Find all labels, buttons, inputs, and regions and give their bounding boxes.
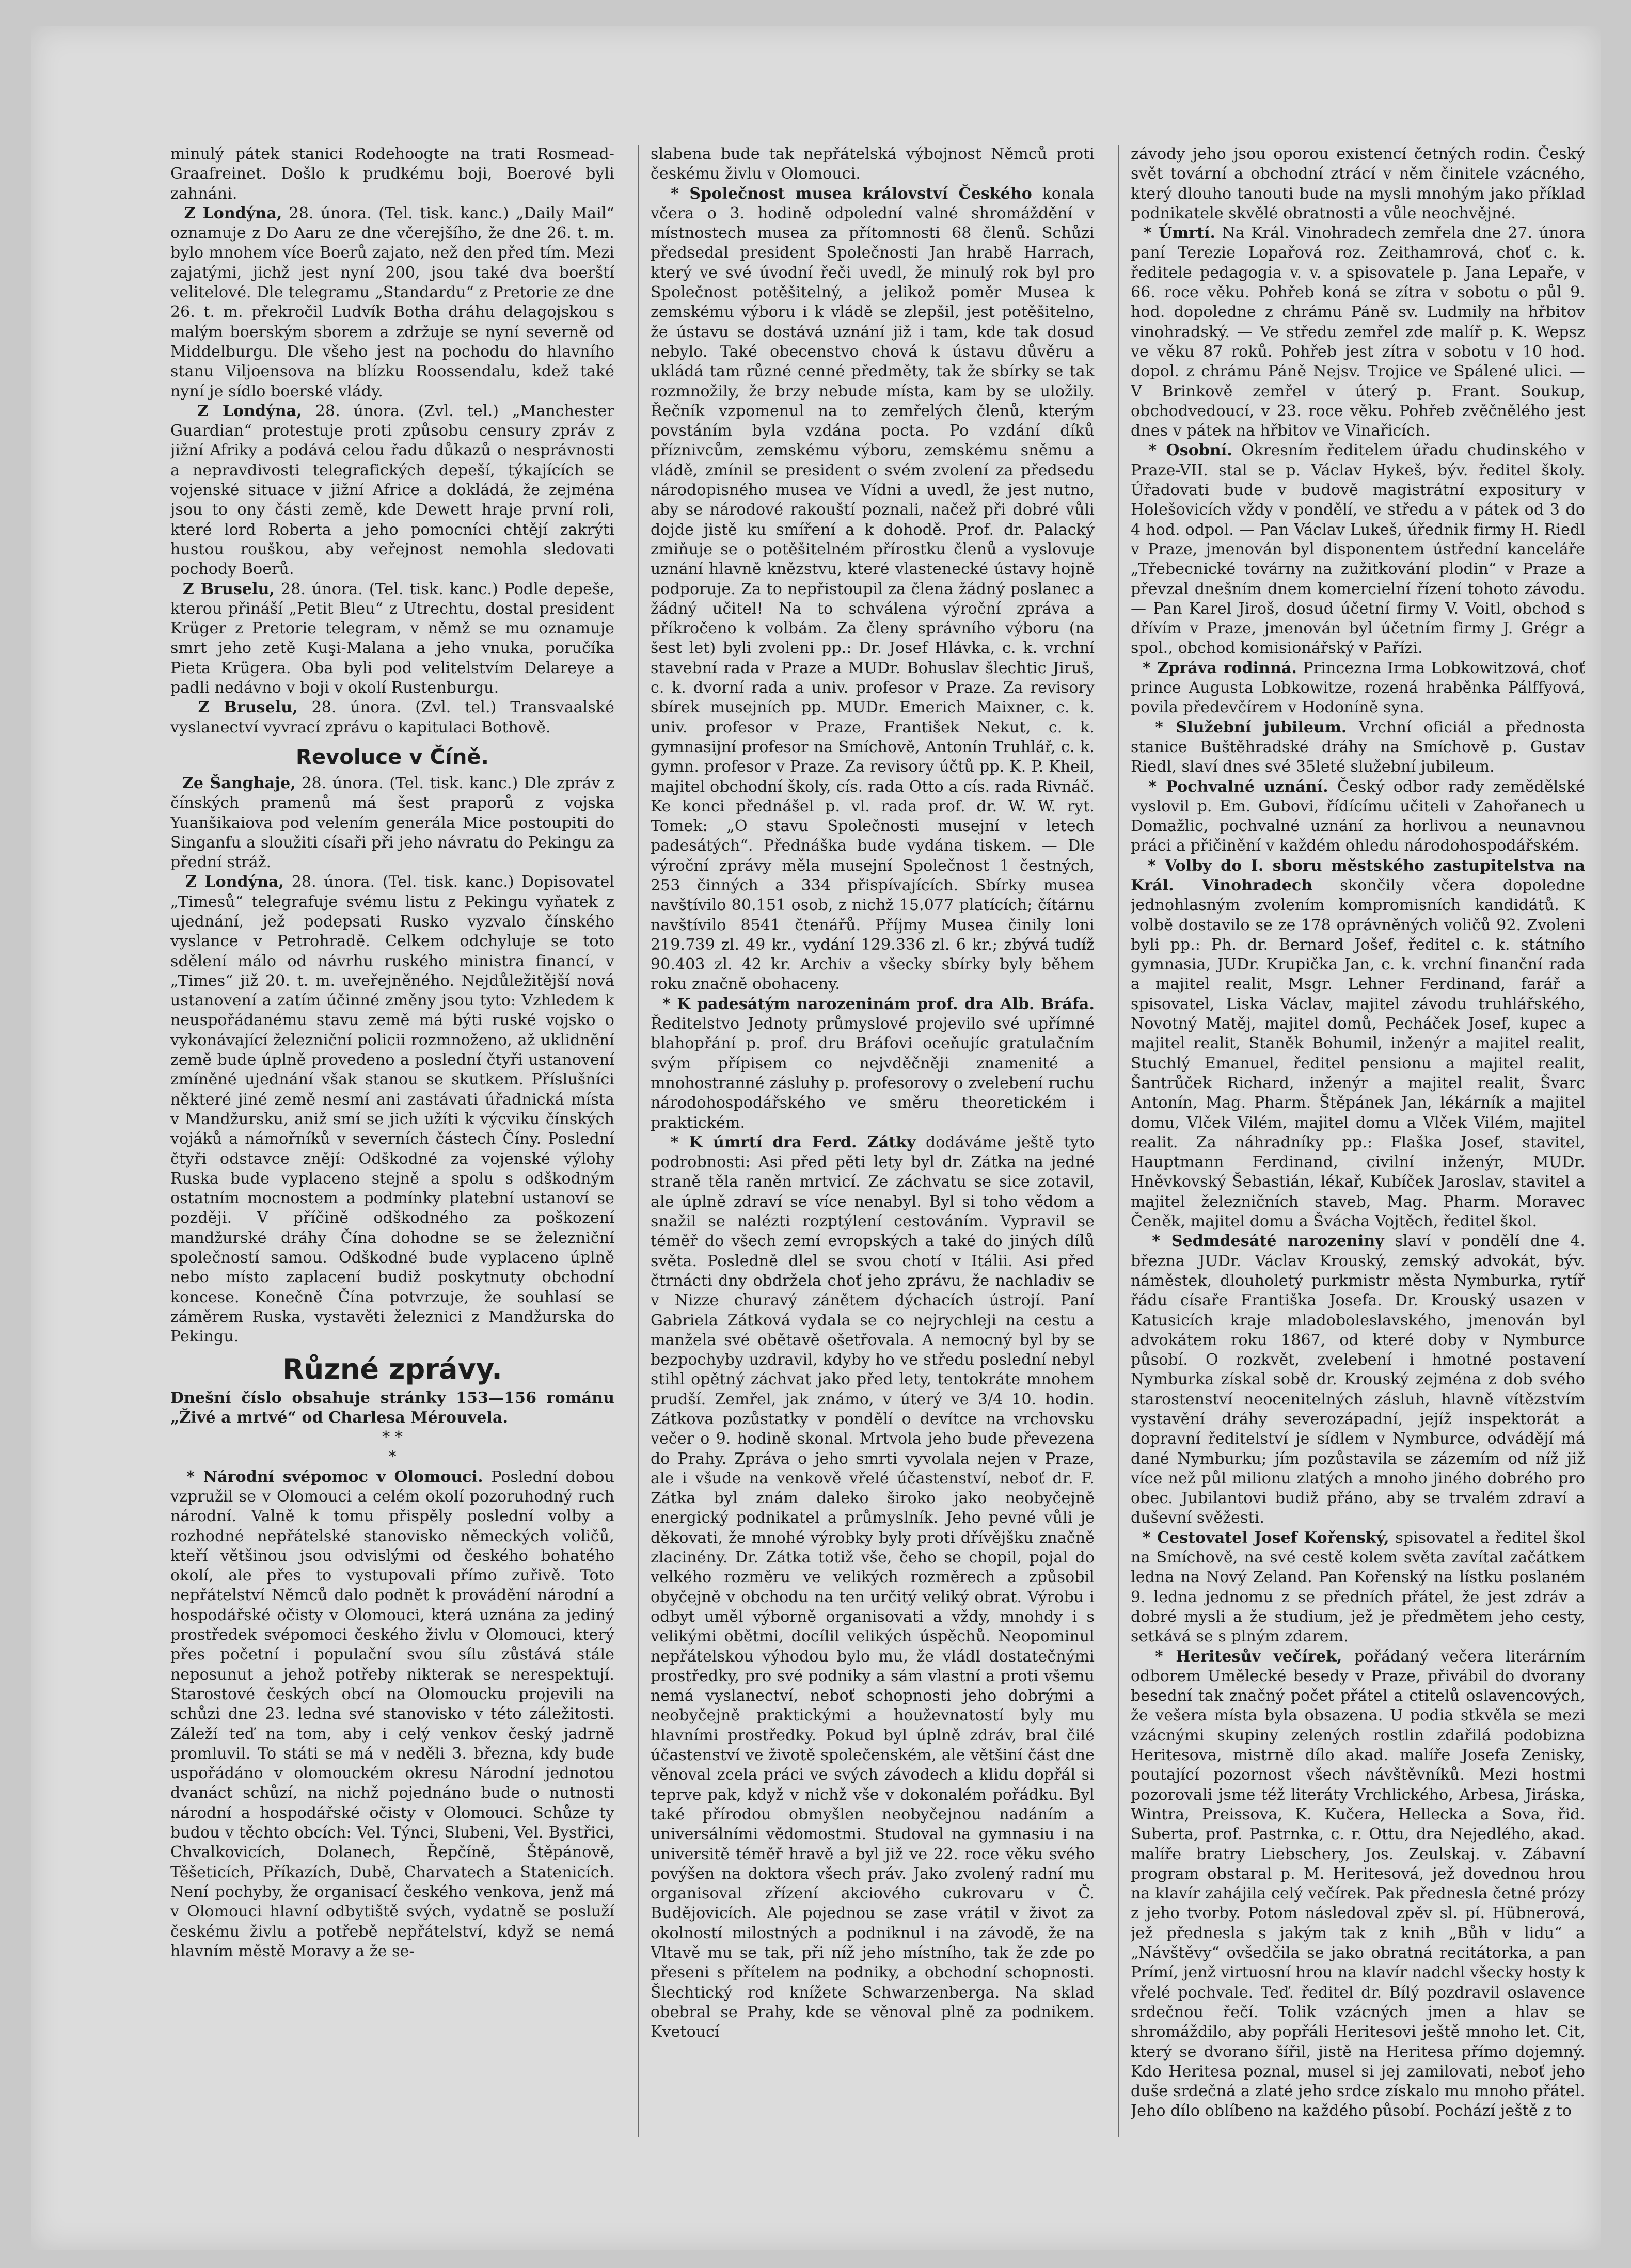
item-heading: * Sedmdesáté narozeniny (1152, 1232, 1384, 1251)
dateline: Z Londýna, (184, 204, 282, 222)
item-heading: * Heritesův večírek, (1155, 1647, 1342, 1666)
paragraph (170, 774, 614, 872)
paragraph (651, 995, 1095, 1133)
item-heading: * Pochvalné uznání. (1148, 777, 1328, 796)
paragraph (170, 872, 614, 1347)
item-heading: * Osobní. (1148, 441, 1232, 460)
paragraph: slabena bude tak nepřátelská výbojnost Němců proti českému živlu v Olomouci. (651, 145, 1095, 183)
paragraph-text: 28. února. (Zvl. tel.) „Manchester Guardian“ protestuje proti způsobu censury zpráv z jižní Afriky a podává celou řadu důkazů o nesprávnosti a nepravdivosti telegrafických depeší, týkajících se vojenské situace v jižní Africe a dokládá, že zejména jsou to ony části země, kde Dewett hraje první roli, které lord Roberta a jeho pomocníci chtějí zakrýti hustou rouškou, aby veřejnost nemohla sledovati pochody Boerů. (170, 402, 614, 579)
paragraph-text: 28. února. (Zvl. tel.) Transvaalské vyslanectví vyvrací zprávu o kapitulaci Bothově. (170, 698, 614, 737)
paragraph (1131, 777, 1585, 856)
newspaper-page (31, 26, 1601, 2250)
paragraph (170, 1467, 614, 1961)
paragraph-text: Český odbor rady zemědělské vyslovil p. Em. Gubovi, řídícímu učiteli v Zahořanech u Domažlic, pochvalné uznání za horlivou a neunavnou práci a přičinění v každém ohledu národohospodářském. (1131, 777, 1585, 855)
paragraph (1131, 659, 1585, 718)
dateline: Z Londýna, (197, 402, 302, 420)
paragraph (651, 1133, 1095, 2042)
paragraph-text: 28. února. (Tel. tisk. kanc.) „Daily Mail“ oznamuje z Do Aaru ze dne včerejšího, že dne 26. t. m. bylo mnohem více Boerů zajato, než den před tím. Mezi zajatými, jichž jest nyní 200, jsou také dva boerští velitelové. Dle telegramu „Standardu“ z Pretorie ze dne 26. t. m. překročil Ludvík Botha dráhu delagojskou s malým boerským sborem a zdržuje se nyní severně od Middelburgu. Dle všeho jest na pochodu do hlavního stanu Viljoensova na blízku Roossendalu, kdež také nyní je sídlo boerské vlády. (170, 204, 614, 401)
column-rule (1118, 145, 1119, 2137)
section-heading-ruzne-zpravy: Různé zprávy. (282, 1352, 502, 1385)
item-heading: * Volby do I. sboru městského zastupitelstva na Král. Vinohradech (1131, 856, 1585, 895)
paragraph (170, 698, 614, 738)
column-3 (1131, 145, 1585, 2137)
paragraph (651, 184, 1095, 995)
paragraph-text: dodáváme ještě tyto podrobnosti: Asi před pěti lety byl dr. Zátka na jedné straně těla raněn mrtvicí. Ze záchvatu se sice zotavil, ale úplně zdraví se více nenabyl. Byl si toho vědom a snažil se nalézti rozptýlení cestováním. Vypravil se téměř do všech zemí evropských a také do jiných dílů světa. Posledně dlel se svou chotí v Itálii. Asi před čtrnácti dny obdržela choť jeho zprávu, že nachladiv se v Nizze churavý zánětem dýchacích ústrojí. Paní Gabriela Zátková vydala se co nejrychleji na cestu a manžela své obětavě ošetřovala. A nemocný byl by se bezpochyby uzdravil, kdyby ho ve středu poslední nebyl stihl opětný záchvat jako před lety, tentokráte mnohem prudší. Zemřel, jak známo, v úterý ve 3/4 10. hodin. Zátkova pozůstatky v pondělí o devítce na vrchovsku večer o 9. hodině skonal. Mrtvola jeho bude převezena do Prahy. Zpráva o jeho smrti vyvolala nejen v Praze, ale i všude na venkově vřelé účastenství, neboť dr. F. Zátka byl znám daleko široko jako neobyčejně energický podnikatel a průmyslník. Jeho pevné vůli je děkovati, že mnohé výrobky byly proti dřívějšku značně zlacinény. Dr. Zátka totiž vše, čeho se chopil, pojal do velkého rozměru ve velikých rozměrech a způsobil obyčejně v obchodu na ten určitý veliký obrat. Výrobu i odbyt uměl výborně organisovati a vždy, mnohdy i s velikými obětmi, docílil velikých úspěchů. Neopominul nepřátelskou výhodou bylo mu, že vládl dostatečnými prostředky, pro své podniky a sám vlastní a proti všemu nemá vyslanectví, neboť schopnosti jeho dobrými a neobyčejně praktickými a houževnatostí byly mu hlavními prostředky. Pokud byl úplně zdráv, bral čilé účastenství ve životě společenském, ale většiní část dne věnoval zcela práci ve svých závodech a klidu dopřál si teprve pak, když v nichž vše v dokonalém pořádku. Byl také přírodou obmyšlen neobyčejnou nadáním a universálními vědomostmi. Studoval na gymnasiu i na universitě téměř hravě a byl již ve 22. roce věku svého povýšen na doktora všech práv. Jako zvolený radní mu organisoval zřízení akciového cukrovaru v Č. Budějovicích. Ale pojednou se zase vrátil v život za okolností milostných a podniknul i na závodě, že na Vltavě mu se tak, při níž jeho místního, tak že zde po přeseni s přítelem na podniky, a obchodní schopnosti. Šlechtický rod knížete Schwarzenberga. Na sklad obebral se Prahy, kde se věnoval plně za podnikem. Kvetoucí (651, 1133, 1095, 2041)
dateline: Z Londýna, (185, 873, 284, 891)
paragraph-text: spisovatel a ředitel škol na Smíchově, na své cestě kolem světa zavítal začátkem ledna na Nový Zeland. Pan Kořenský na lístku poslaném 9. ledna jednomu z se předních přátel, že jest zdráv a dobré mysli a že studium, jež je předmětem jeho cesty, setkává se s plným zdarem. (1131, 1528, 1585, 1646)
item-heading: * K padesátým narozeninám prof. dra Alb. Bráfa. (662, 995, 1095, 1013)
dateline: Ze Šanghaje, (182, 774, 296, 792)
item-heading: * Úmrtí. (1143, 224, 1216, 243)
paragraph: minulý pátek stanici Rodehoogte na trati Rosmead-Graafreinet. Došlo k prudkému boji, Boerové byli zahnáni. (170, 145, 614, 203)
paragraph (170, 402, 614, 580)
item-heading: * Zpráva rodinná. (1143, 659, 1297, 677)
paragraph-text: 28. února. (Tel. tisk. kanc.) Dle zpráv z čínských pramenů má šest praporů z vojska Yuanšikaiova pod velením generála Mice postoupiti do Singanfu a sloužiti císaři při jeho návratu do Pekingu za přední stráž. (170, 774, 614, 872)
paragraph (1131, 1232, 1585, 1528)
paragraph-text: Okresním ředitelem úřadu chudinského v Praze-VII. stal se p. Václav Hykeš, býv. ředitel školy. Úřadovati bude v budově magistrátní expositury v Holešovicích vždy v pondělí, ve středu a v pátek od 3 do 4 hod. odpol. — Pan Václav Lukeš, úřednik firmy H. Riedl v Praze, jmenován byl disponentem ústřední kanceláře „Třebecnické továrny na zužitkování plodin“ v Praze a převzal dnešním dnem komercielní řízení tohoto závodu. — Pan Karel Jiroš, dosud účetní firmy V. Voitl, obchod s dřívím v Praze, jmenován byl účetním firmy J. Grégr a spol., obchod komisionářský v Pařízi. (1131, 441, 1585, 658)
paragraph-text: 28. února. (Tel. tisk. kanc.) Dopisovatel „Timesů“ telegrafuje svému listu z Pekingu vyňatek z ujednání, jež podepsati Rusko vyzvalo čínského vyslance v Petrohradě. Celkem odchyluje se toto sdělení málo od návrhu ruského ministra financí, v „Times“ již 20. t. m. uveřejněného. Nejdůležitější nová ustanovení a zatím účinné změny jsou tyto: Vzhledem k neuspořádanému stavu země má býti ruské vojsko o vykonávající železniční policii rozmnoženo, až uklidnění země bude úplně provedeno a poslední čtyři ustanovení zmíněné ujednání však stanou se skutkem. Příslušníci některé jiné země nesmí ani zastávati úřadnická místa v Mandžursku, aniž smí se jich užíti k výcviku čínských vojáků a námořníků v severních částech Číny. Poslední čtyři odstavce znějí: Odškodné za vojenské výlohy Ruska bude vyplaceno stejně a spolu s odškodným ostatním mocnostem a podmínky platební ustanoví se později. V příčině odškodného za poškození mandžurské dráhy Čína dohodne se se železniční společností samou. Odškodné bude vyplaceno úplně nebo místo zaplacení budiž poskytnuty obchodní koncese. Konečně Čína potvrzuje, že souhlasí se záměrem Ruska, vystavěti železnici z Mandžurska do Pekingu. (170, 873, 614, 1346)
paragraph (1131, 1647, 1585, 2121)
paragraph (170, 204, 614, 402)
item-heading: * Služební jubileum. (1155, 718, 1347, 737)
paragraph-text: konala včera o 3. hodině odpolední valné shromáždění v místnostech musea za přítomnosti 68 členů. Schůzi předsedal president Společnosti Jan hrabě Harrach, který ve své úvodní řeči uvedl, že minulý rok byl pro Společnost potěšitelný, a jelikož poměr Musea k zemskému výboru i k vládě se zlepšil, jest potěšitelno, že ústavu se dostává uznání již i tam, kde tak dosud nebylo. Také obecenstvo chová k ústavu důvěru a ukládá tam různé cenné předměty, tak že sbírky se tak rozmnožily, že brzy nebude místa, kam by se uložily. Řečník vzpomenul na to zemřelých členů, kterým povstáním byla vzdána pocta. Po vzdání díků příznivcům, zemskému výboru, zemskému sněmu a vládě, zmínil se president o svém zvolení za předsedu národopisného musea ve Vídni a uvedl, že jest nutno, aby se národové rakouští poznali, načež při dobré vůli dojde jistě ku smíření a k dohodě. Prof. dr. Palacký zmiňuje se o potěšitelném přírostku členů a vyslovuje uznání hlavně knězstvu, které vlastenecké ústavy hojně podporuje. Za to nepřistoupil za člena žádný poslanec a žádný učitel! Na to schválena výroční zpráva a příkročeno k volbám. Za členy správního výboru (na šest let) byli zvoleni pp.: Dr. Josef Hlávka, c. k. vrchní stavební rada v Praze a MUDr. Bohuslav šlechtic Jiruš, c. k. dvorní rada a univ. profesor v Praze. Za revisory sbírek musejních pp. MUDr. Emerich Maixner, c. k. univ. profesor v Praze, František Nekut, c. k. gymnasijní profesor na Smíchově, Antonín Truhlář, c. k. gymn. profesor v Praze. Za revisory účtů pp. K. P. Kheil, majitel obchodní školy, cís. rada Otto a cís. rada Rivnáč. Ke konci přednášel p. vl. rada prof. dr. W. W. ryt. Tomek: „O stavu Společnosti musejní v letech padesátých“. Přednáška bude vydána tiskem. — Dle výroční zprávy měla musejní Společnost 1 čestných, 253 činných a 334 přispívajících. Sbírky musea navštívilo 80.151 osob, z nichž 15.077 platících; čítárnu navštívilo 8541 čtenářů. Příjmy Musea činily loni 219.739 zl. 49 kr., vydání 129.336 zl. 6 kr.; zbývá tudíž 90.403 zl. 42 kr. Archiv a všecky sbírky byly během roku značně obohaceny. (651, 184, 1095, 994)
paragraph (1131, 1528, 1585, 1647)
paragraph (1131, 223, 1585, 441)
item-heading: * Národní svépomoc v Olomouci. (186, 1467, 483, 1486)
paragraph (1131, 856, 1585, 1232)
item-heading: * Cestovatel Josef Kořenský, (1142, 1528, 1389, 1547)
paragraph-text: Ředitelstvo Jednoty průmyslové projevilo své upřímné blahopřání p. prof. dru Bráfovi oceňujíc gratulačním svým přípisem co nejvděčněji znamenité a mnohostranné zásluhy p. profesorovy o zvelebení ruchu národohospodářského ve směru theoretickém i praktickém. (651, 1015, 1095, 1132)
paragraph: závody jeho jsou oporou existencí četných rodin. Český svět tovární a obchodní ztrácí v něm činitele vzácného, který dlouho tanouti bude na mysli mnohým jako příklad podnikatele skvělé obratnosti a vůle neochvějné. (1131, 145, 1585, 222)
paragraph-text: 28. února. (Tel. tisk. kanc.) Podle depeše, kterou přináší „Petit Bleu“ z Utrechtu, dostal president Krüger z Pretorie telegram, v němž se mu oznamuje smrt jeho zetě Kuşi-Malana a jeho vnuka, poručíka Pieta Krügera. Oba byli pod velitelstvím Delareye a padli nedávno v boji v okolí Rustenburgu. (170, 580, 614, 697)
paragraph-text: pořádaný večera literárním odborem Umělecké besedy v Praze, přivábil do dvorany besední tak značný počet přátel a ctitelů oslavencových, že vešera místa byla obsazena. U podia stkvěla se mezi vzácnými skupiny zelených rostlin zdařilá podobizna Heritesova, mistrně dílo akad. malíře Josefa Zenisky, poutající pozornost všech návštěvníků. Mezi hostmi pozorovali jsme též literáty Vrchlického, Arbesa, Jiráska, Wintra, Preissova, K. Kučera, Hellecka a Sova, řid. Suberta, prof. Pastrnka, c. r. Ottu, dra Nejedlého, akad. malíře bratry Liebschery, Jos. Zeulskaj. v. Zábavní program obstaral p. M. Heritesová, jež dovednou hrou na klavír zahájila celý večírek. Pak přednesla četné prózy z jeho tvorby. Potom následoval zpěv sl. pí. Hübnerová, jež přednesla s jakým tak z knih „Bůh v lidu“ a „Návštěvy“ ovšedčila se jako obratná recitátorka, a pan Prímí, jenž virtuosní hrou na klavír nadchl všecky hosty k vřelé pochvale. Teď. ředitel dr. Bílý pozdravil oslavence srdečnou řečí. Tolik vzácných jmen a hlav se shromáždilo, aby popřáli Heritesovi ještě mnoho let. Cit, který se dvorano šířil, jistě na Heritesa přímo dojemný. Kdo Heritesa poznal, musel si jej zamilovati, neboť jeho duše srdečná a zlaté jeho srdce získalo mu mnoho přátel. Jeho dílo oblíbeno na každého působí. Pochází ještě z to (1131, 1647, 1585, 2120)
notice-serial: Dnešní číslo obsahuje stránky 153—156 románu „Živé a mrtvé“ od Charlesa Mérouvela. (170, 1388, 614, 1427)
paragraph-text: Poslední dobou vzpružil se v Olomouci a celém okolí pozoruhodný ruch národní. Valně k tomu přispěly poslední volby a rozhodné nepřátelské stanovisko německých voličů, kteří většinou jsou odvislými od českého bohatého okolí, ale přes to vystupovali přímo zuřivě. Toto nepřátelství Němců dalo podnět k provádění národní a hospodářské očisty v Olomouci, která uznána za jediný prostředek svépomoci českého živlu v Olomouci, který přes početní i populační svou sílu zůstává stále neposunut a jehož potřeby nikterak se nerespektují. Starostové českých obcí na Olomoucku projevili na schůzi dne 23. ledna své stanovisko v této záležitosti. Záleží teď na tom, aby i celý venkov český jadrně promluvil. To státi se má v neděli 3. března, kdy bude uspořádáno v olomouckém okresu Národní jednotou dvanáct schůzí, na nichž pojednáno bude o nutnosti národní a hospodářské očisty v Olomouci. Schůze ty budou v těchto obcích: Vel. Týnci, Slubeni, Vel. Bystřici, Chvalkovicích, Dolanech, Řepčíně, Štěpánově, Těšeticích, Příkazích, Dubě, Charvatech a Statenicích. Není pochyby, že organisací českého venkova, jenž má v Olomouci hlavní odbytiště svých, vydatně se posluží českému živlu a potřebě nepřátelství, když se nemá hlavním městě Moravy a že se- (170, 1467, 614, 1960)
separator-stars: * * * (382, 1428, 403, 1466)
column-2 (651, 145, 1095, 2137)
paragraph (170, 580, 614, 698)
columns (170, 145, 1601, 2142)
paragraph-text: skončily včera dopoledne jednohlasným zvolením kompromisních kandidátů. K volbě dostavilo se ze 178 oprávněných voličů 92. Zvoleni byli pp.: Ph. dr. Bernard Jošef, ředitel c. k. státního gymnasia, JUDr. Krupička Jan, c. k. vrchní finanční rada a majitel realit, Msgr. Lehner Ferdinand, farář a spisovatel, Liska Václav, majitel závodu truhlářského, Novotný Matěj, majitel domů, Pecháček Josef, kupec a majitel realit, Staněk Bohumil, inženýr a majitel realit, Stuchlý Emanuel, ředitel pensionu a majitel realit, Šantrůček Richard, inženýr a majitel realit, Švarc Antonín, Mag. Pharm. Štěpánek Jan, lékárník a majitel domu, Vlček Vilém, majitel domu a Vlček Vilém, majitel realit. Za náhradníky pp.: Flaška Josef, stavitel, Hauptmann Ferdinand, civilní inženýr, MUDr. Hněvkovský Šebastián, lékař, Kubíček Jaroslav, stavitel a majitel železničních staveb, Mag. Pharm. Moravec Čeněk, majitel domu a Švácha Vojtěch, ředitel škol. (1131, 876, 1585, 1231)
paragraph-text: Na Král. Vinohradech zemřela dne 27. února paní Terezie Lopařová roz. Zeithamrová, choť c. k. ředitele pedagogia v. v. a spisovatele p. Jana Lepaře, v 66. roce věku. Pohřeb koná se zítra v sobotu o půl 9. hod. dopoledne z chrámu Páně sv. Ludmily na hřbitov vinohradský. — Ve středu zemřel zde malíř p. K. Wepsz ve věku 87 roků. Pohřeb jest zítra v sobotu v 10 hod. dopol. z chrámu Páně Nejsv. Trojice ve Spálené ulici. — V Brinkově zemřel v úterý p. Frant. Soukup, obchodvedoucí, v 23. roce věku. Pohřeb zvěčnělého jest dnes v pátek na hřbitov ve Vinařicích. (1131, 224, 1585, 440)
paragraph-text: slaví v pondělí dne 4. března JUDr. Václav Krouský, zemský advokát, býv. náměstek, dlouholetý purkmistr města Nymburka, rytíř řádu císaře Františka Josefa. Dr. Krouský usazen v Katusicích kraje mladoboleslavského, jmenován byl advokátem roku 1867, od které doby v Nymburce působí. O rozkvět, zvelebení i hmotné postavení Nymburka získal sobě dr. Krouský zejména z dob svého starostenství neocenitelných zásluh, hlavně vítězstvím vystavění dráhy severozápadní, jejíž inspektorát a dopravní ředitelství je sídlem v Nymburce, odvádějí má dané Nymburku; jím pozůstavila se zázemím od níž již více než půl milionu zlatých a mnoho jiného dobrého pro obec. Jubilantovi budiž přáno, aby se trvalém zdraví a duševní svěžesti. (1131, 1232, 1585, 1527)
dateline: Z Bruselu, (182, 580, 275, 598)
column-1 (170, 145, 614, 2137)
paragraph (1131, 718, 1585, 777)
paragraph (1131, 441, 1585, 658)
item-heading: * K úmrtí dra Ferd. Zátky (670, 1133, 916, 1152)
paragraph-text: Princezna Irma Lobkowitzová, choť prince Augusta Lobkowitze, rozená hraběnka Pálffyová, povila předevčírem v Hodoníně syna. (1131, 659, 1585, 717)
column-rule (638, 145, 639, 2137)
dateline: Z Bruselu, (198, 698, 298, 717)
section-heading-revoluce: Revoluce v Číně. (296, 745, 489, 769)
paragraph-text: Vrchní oficiál a přednosta stanice Buštěhradské dráhy na Smíchově p. Gustav Riedl, slaví dnes své 35leté služební jubileum. (1131, 718, 1585, 776)
item-heading: * Společnost musea království Českého (671, 184, 1032, 203)
